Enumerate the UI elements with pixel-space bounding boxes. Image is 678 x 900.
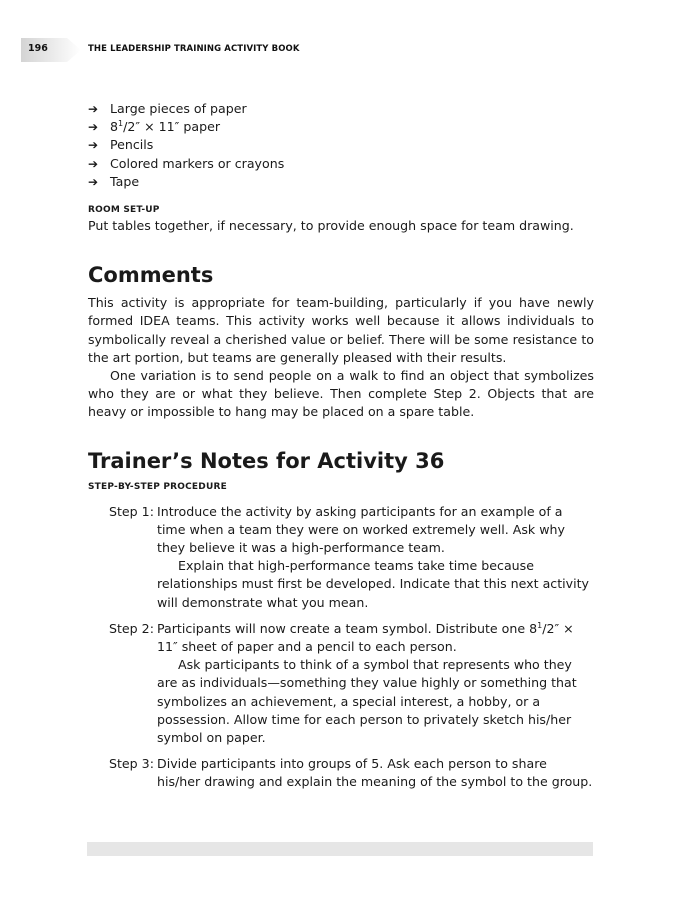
room-setup-text: Put tables together, if necessary, to provide enough space for team drawing. bbox=[88, 218, 574, 234]
list-item: ➔ Large pieces of paper bbox=[88, 100, 594, 118]
comments-heading: Comments bbox=[88, 263, 214, 288]
page-number-tab bbox=[21, 38, 81, 62]
step-paragraph: Introduce the activity by asking participants for an example of a time when a team they were on worked extremely well. Ask why they believe it was a high-performance team. bbox=[157, 503, 565, 556]
arrow-bullet-icon: ➔ bbox=[88, 102, 99, 116]
step-paragraph: Explain that high-performance teams take time because relationships must first be developed. Indicate that this next activity will demonstrate what you mean. bbox=[157, 558, 589, 610]
trainer-notes-heading: Trainer’s Notes for Activity 36 bbox=[88, 448, 445, 473]
list-item: ➔ Colored markers or crayons bbox=[88, 155, 594, 173]
step-2 bbox=[88, 620, 594, 747]
step-label: Step 1: bbox=[109, 503, 154, 519]
page-content bbox=[88, 100, 594, 800]
arrow-bullet-icon: ➔ bbox=[88, 174, 99, 189]
arrow-bullet-icon: ➔ bbox=[88, 120, 99, 135]
step-paragraph: Participants will now create a team symbol. Distribute one $8^1/2'' \times 11''$ sheet of paper and a pencil to each person. bbox=[157, 620, 574, 655]
list-item: ➔ $8^1/2'' \times 11''$ paper bbox=[88, 118, 594, 136]
room-setup-heading: ROOM SET-UP bbox=[88, 205, 160, 216]
comments-paragraph-2: One variation is to send people on a walk to find an object that symbolizes who they are or what they believe. Then complete Step 2. Objects that are heavy or impossible to hang may be placed on a spare table. bbox=[88, 368, 594, 420]
list-item: ➔ Pencils bbox=[88, 136, 594, 154]
step-3 bbox=[88, 755, 594, 791]
page-number: 196 bbox=[28, 43, 48, 54]
step-label: Step 2: bbox=[109, 620, 154, 636]
step-1 bbox=[88, 503, 594, 612]
procedure-heading: STEP-BY-STEP PROCEDURE bbox=[88, 481, 227, 492]
step-paragraph: Ask participants to think of a symbol that represents who they are as individuals—something they value highly or something that symbolizes an achievement, a special interest, a hobby, or a possession. Allow time for each person to privately sketch his/her symbol on paper. bbox=[157, 657, 577, 746]
footer-bar bbox=[87, 842, 593, 856]
step-label: Step 3: bbox=[109, 756, 154, 772]
step-paragraph: Divide participants into groups of 5. Ask each person to share his/her drawing and explain the meaning of the symbol to the group. bbox=[157, 756, 593, 790]
materials-list bbox=[88, 100, 594, 191]
arrow-bullet-icon: ➔ bbox=[88, 156, 99, 171]
list-item: ➔ Tape bbox=[88, 173, 594, 191]
running-header: THE LEADERSHIP TRAINING ACTIVITY BOOK bbox=[88, 44, 300, 54]
steps-list bbox=[88, 503, 594, 792]
arrow-bullet-icon: ➔ bbox=[88, 138, 99, 153]
comments-paragraph-1: This activity is appropriate for team-building, particularly if you have newly formed IDEA teams. This activity works well because it allows individuals to symbolically reveal a cherished value or belief. There will be some resistance to the art portion, but teams are generally pleased with their results. bbox=[88, 295, 594, 365]
